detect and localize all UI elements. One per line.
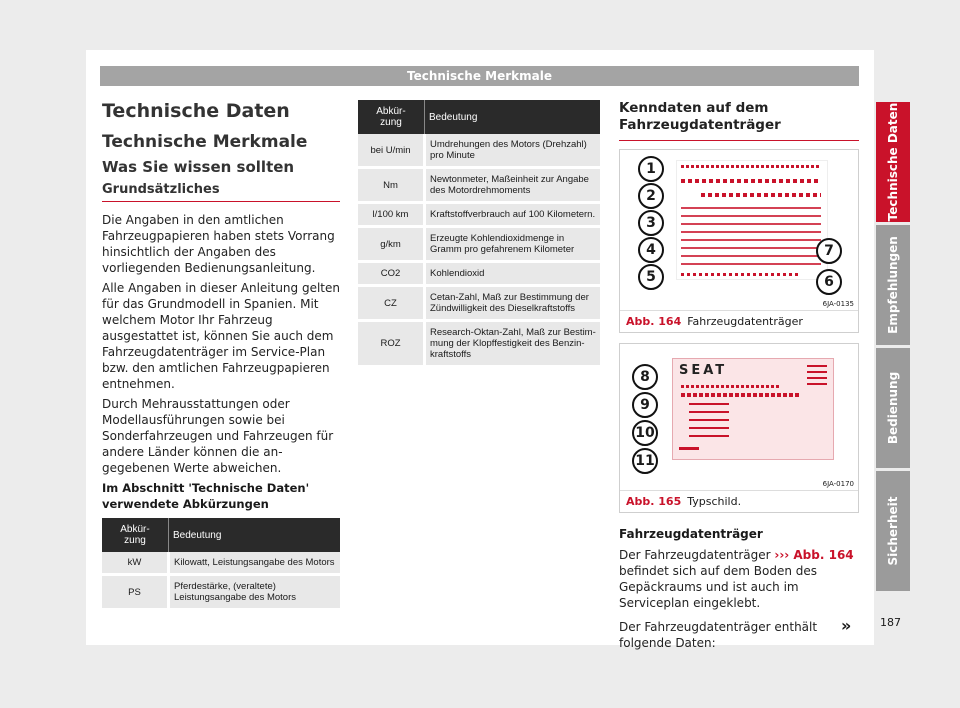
marker-3: 3 xyxy=(638,210,664,236)
marker-10: 10 xyxy=(632,420,658,446)
figure-image-data-carrier xyxy=(620,150,858,311)
marker-1: 1 xyxy=(638,156,664,182)
paragraph-2: Alle Angaben in dieser Anleitung gelten für das Grundmodell in Spanien. Mit welchem Motor Ihr Fahrzeug ausgestattet ist, können Sie auch dem Fahrzeugdatenträger im Service-Plan bzw. den amtlichen Fahrzeugpapieren entnehmen. xyxy=(102,281,340,391)
heading-was-sie-wissen: Was Sie wissen sollten xyxy=(102,158,295,176)
table-header-abbr: Abkür- zung xyxy=(358,100,425,134)
figure-reference-link[interactable]: ››› Abb. 164 xyxy=(774,548,854,562)
subheading-fahrzeugdatentraeger: Fahrzeugdatenträger xyxy=(619,527,763,541)
page-number: 187 xyxy=(880,616,901,629)
continue-arrow: » xyxy=(841,616,852,635)
table-row xyxy=(358,168,600,203)
table-cell-abbr: PS xyxy=(102,575,169,610)
figure-number: Abb. 164 xyxy=(626,315,682,328)
marker-9: 9 xyxy=(632,392,658,418)
table-header-abbr: Abkür- zung xyxy=(102,518,169,552)
sidebar-tab-technische-daten[interactable] xyxy=(876,102,910,222)
seat-logo: SEAT xyxy=(679,363,728,378)
table-header-meaning: Bedeutung xyxy=(169,518,341,552)
table-cell-meaning: Pferdestärke, (veraltete) Leistungsangabe des Motors xyxy=(169,575,341,610)
column-left xyxy=(102,100,340,611)
figure-typschild xyxy=(619,343,859,513)
paragraph-abkuerzungen: Im Abschnitt 'Technische Daten' verwendete Abkürzungen xyxy=(102,481,310,511)
page-header: Technische Merkmale xyxy=(100,66,859,86)
table-row xyxy=(358,286,600,321)
column-middle xyxy=(358,100,600,368)
table-row xyxy=(358,227,600,262)
table-header-meaning: Bedeutung xyxy=(425,100,601,134)
table-cell-abbr: ROZ xyxy=(358,321,425,367)
table-cell-abbr: bei U/min xyxy=(358,134,425,168)
paragraph-contents: Der Fahrzeugdatenträger enthält folgende Daten: xyxy=(619,620,818,650)
table-row xyxy=(102,552,340,575)
table-cell-meaning: Kilowatt, Leistungsangabe des Motors xyxy=(169,552,341,575)
table-cell-meaning: Newtonmeter, Maßeinheit zur Angabe des Motordrehmoments xyxy=(425,168,601,203)
sidebar-tab-sicherheit[interactable] xyxy=(876,471,910,591)
sidebar-tab-empfehlungen[interactable] xyxy=(876,225,910,345)
sidebar-tab-label: Empfehlungen xyxy=(886,236,900,334)
sidebar-tab-label: Technische Daten xyxy=(886,102,900,222)
figure-caption-text: Typschild. xyxy=(687,495,742,508)
heading-kenndaten: Kenndaten auf dem Fahrzeugdatenträger xyxy=(619,100,859,141)
table-cell-meaning: Cetan-Zahl, Maß zur Bestimmung der Zündwilligkeit des Dieselkraftstoffs xyxy=(425,286,601,321)
marker-11: 11 xyxy=(632,448,658,474)
abbreviation-table-1 xyxy=(102,518,340,611)
table-cell-abbr: g/km xyxy=(358,227,425,262)
marker-8: 8 xyxy=(632,364,658,390)
table-cell-abbr: CZ xyxy=(358,286,425,321)
marker-2: 2 xyxy=(638,183,664,209)
marker-6: 6 xyxy=(816,269,842,295)
table-row xyxy=(358,321,600,367)
table-cell-abbr: CO2 xyxy=(358,262,425,286)
table-row xyxy=(358,134,600,168)
table-cell-meaning: Erzeugte Kohlendioxidmenge in Gramm pro gefahrenem Kilometer xyxy=(425,227,601,262)
table-cell-meaning: Research-Oktan-Zahl, Maß zur Bestimmung der Klopffestigkeit des Benzinkraftstoffs xyxy=(425,321,601,367)
heading-technische-daten: Technische Daten xyxy=(102,100,290,122)
column-right xyxy=(619,100,859,655)
table-row xyxy=(358,262,600,286)
paragraph-3: Durch Mehrausstattungen oder Modellausführungen sowie bei Sonderfahrzeugen und Fahrzeugen für andere Länder können die angegebenen Werte abweichen. xyxy=(102,397,334,475)
figure-image-type-plate xyxy=(620,344,858,491)
table-cell-abbr: Nm xyxy=(358,168,425,203)
table-cell-abbr: kW xyxy=(102,552,169,575)
heading-grundsaetzliches: Grundsätzliches xyxy=(102,182,340,202)
figure-number: Abb. 165 xyxy=(626,495,682,508)
type-plate xyxy=(672,358,834,460)
text-span: Der Fahrzeugdatenträger xyxy=(619,548,775,562)
table-row xyxy=(102,575,340,610)
text-span: befindet sich auf dem Boden des Gepäckraums und ist auch im Serviceplan eingeklebt. xyxy=(619,564,818,610)
figure-caption xyxy=(620,311,858,332)
paragraph-1: Die Angaben in den amtlichen Fahrzeugpapieren haben stets Vorrang hinsichtlich der Angaben des vorliegenden Bedienungsanleitung. xyxy=(102,213,335,275)
table-cell-meaning: Umdrehungen des Motors (Drehzahl) pro Minute xyxy=(425,134,601,168)
paragraph-location xyxy=(619,547,859,611)
figure-caption-text: Fahrzeugdatenträger xyxy=(687,315,803,328)
sidebar-tab-label: Bedienung xyxy=(886,371,900,445)
marker-4: 4 xyxy=(638,237,664,263)
figure-code: 6JA-0135 xyxy=(822,300,854,308)
sidebar-tab-bedienung[interactable] xyxy=(876,348,910,468)
table-cell-meaning: Kraftstoffverbrauch auf 100 Kilometern. xyxy=(425,203,601,227)
table-cell-meaning: Kohlendioxid xyxy=(425,262,601,286)
table-cell-abbr: l/100 km xyxy=(358,203,425,227)
abbreviation-table-2 xyxy=(358,100,600,368)
sidebar-tab-label: Sicherheit xyxy=(886,496,900,566)
marker-5: 5 xyxy=(638,264,664,290)
figure-code: 6JA-0170 xyxy=(822,480,854,488)
data-carrier-label xyxy=(676,160,828,280)
marker-7: 7 xyxy=(816,238,842,264)
figure-fahrzeugdatentraeger xyxy=(619,149,859,333)
figure-caption xyxy=(620,491,858,512)
heading-technische-merkmale: Technische Merkmale xyxy=(102,132,308,152)
table-row xyxy=(358,203,600,227)
